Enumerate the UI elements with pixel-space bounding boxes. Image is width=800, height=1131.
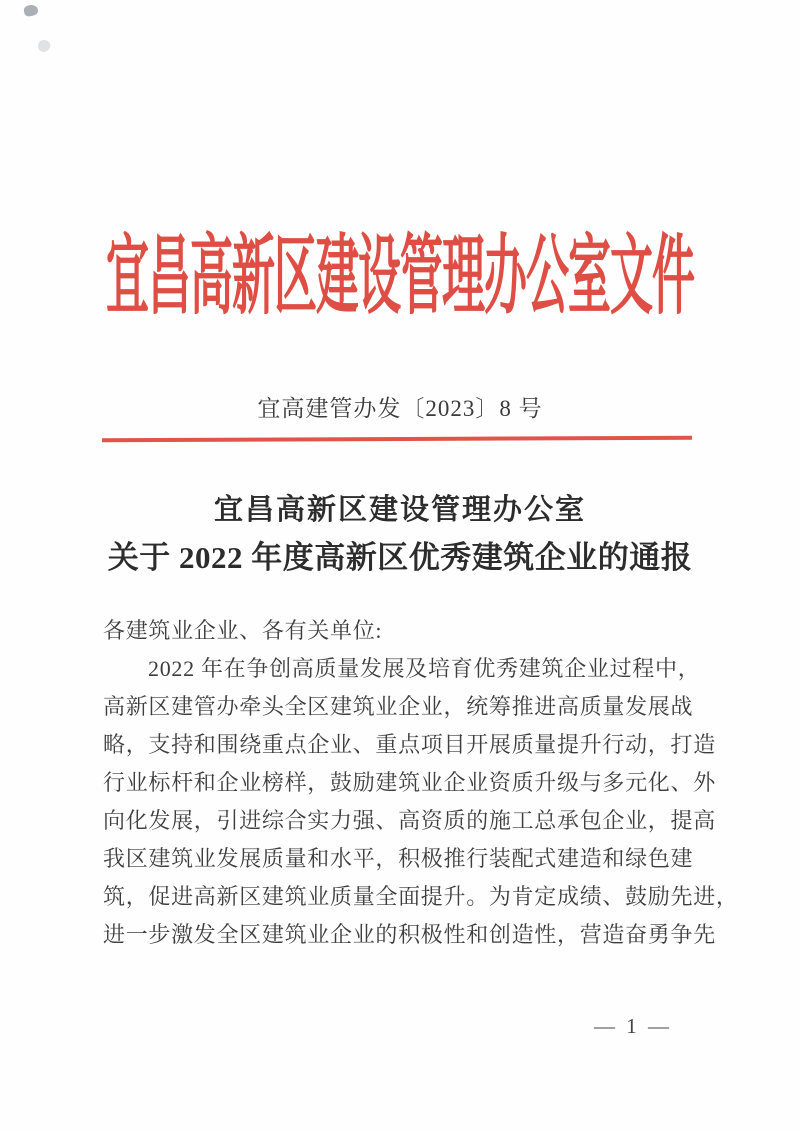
scan-artifact-mark bbox=[36, 38, 51, 53]
document-title-line2: 关于 2022 年度高新区优秀建筑企业的通报 bbox=[107, 540, 693, 575]
document-title-line1: 宜昌高新区建设管理办公室 bbox=[213, 494, 586, 526]
body-line: 我区建筑业发展质量和水平，积极推行装配式建造和绿色建 bbox=[103, 846, 694, 871]
salutation-line: 各建筑业企业、各有关单位: bbox=[103, 618, 383, 643]
body-line: 向化发展，引进综合实力强、高资质的施工总承包企业，提高 bbox=[103, 808, 716, 833]
red-divider-rule bbox=[102, 436, 692, 443]
document-title bbox=[0, 486, 800, 582]
red-masthead-title: 宜昌高新区建设管理办公室文件 bbox=[106, 230, 694, 326]
body-line: 略，支持和围绕重点企业、重点项目开展质量提升行动，打造 bbox=[103, 732, 716, 757]
body-line: 行业标杆和企业榜样，鼓励建筑业企业资质升级与多元化、外 bbox=[103, 770, 716, 795]
body-line: 高新区建管办牵头全区建筑业企业，统筹推进高质量发展战 bbox=[103, 694, 694, 719]
body-line: 筑，促进高新区建筑业质量全面提升。为肯定成绩、鼓励先进， bbox=[103, 884, 739, 909]
page-number: — 1 — bbox=[594, 1014, 672, 1038]
scan-artifact-blob bbox=[23, 4, 39, 17]
document-number: 宜高建管办发〔2023〕8 号 bbox=[257, 396, 543, 421]
body-line: 进一步激发全区建筑业企业的积极性和创造性，营造奋勇争先 bbox=[103, 922, 716, 947]
body-line: 2022 年在争创高质量发展及培育优秀建筑企业过程中， bbox=[148, 656, 701, 681]
document-body bbox=[103, 612, 739, 954]
